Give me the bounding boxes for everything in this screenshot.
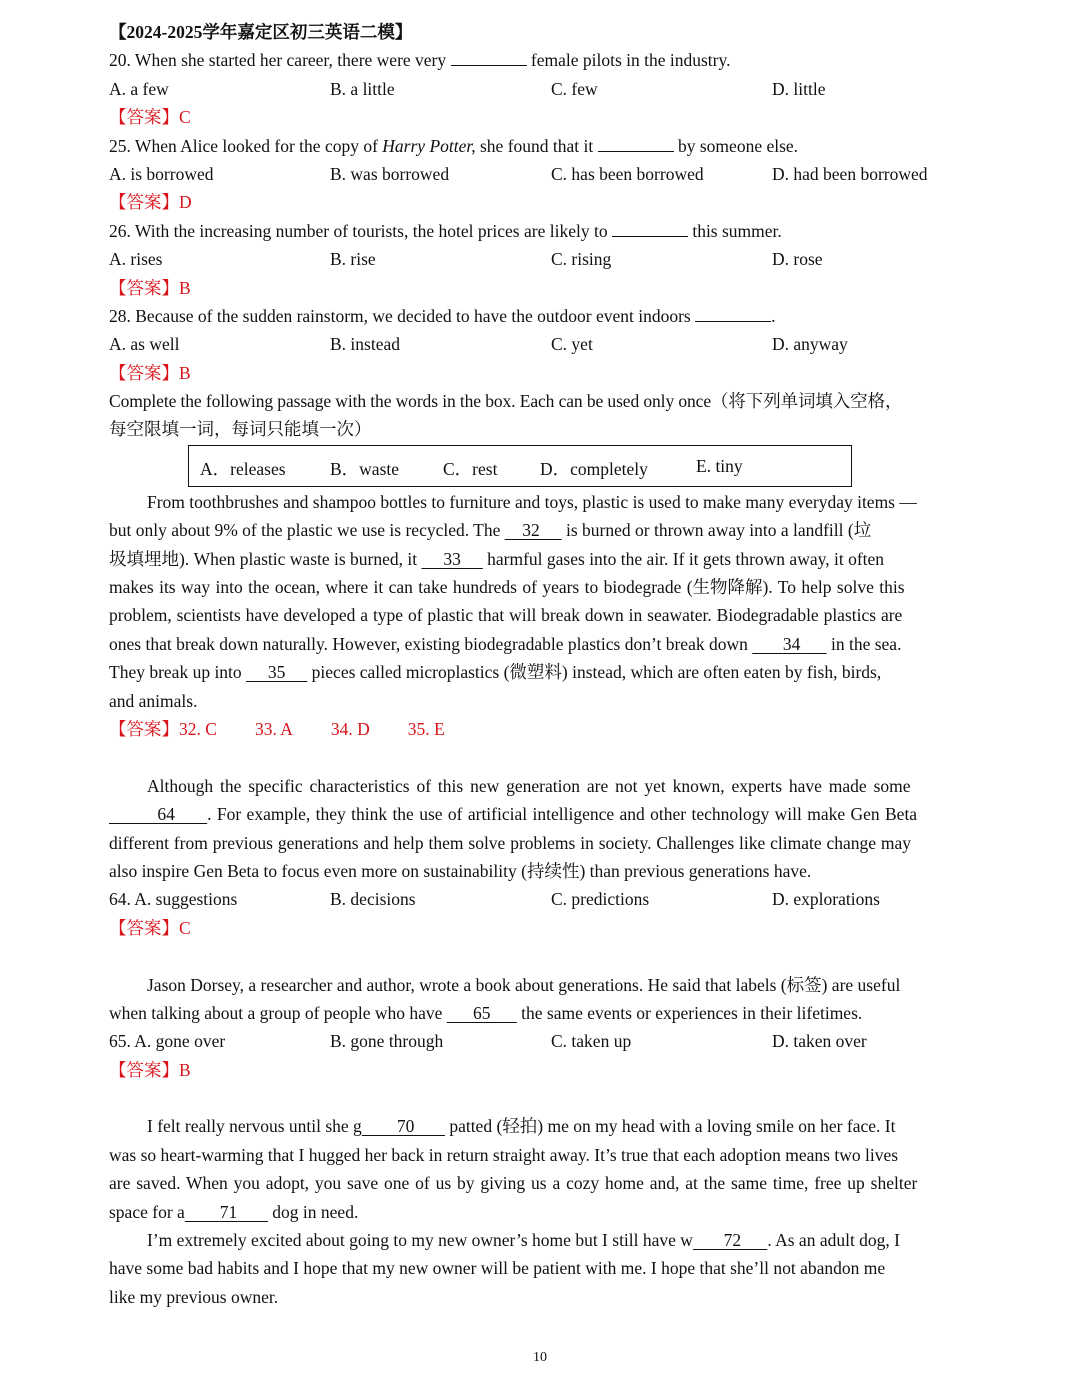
option: B. was borrowed: [330, 163, 450, 184]
answer-blank: [598, 133, 674, 152]
question-64-options: [109, 885, 989, 913]
answer-key: 【答案】C: [109, 917, 191, 938]
question-20-options: [109, 75, 989, 103]
option: C. rising: [551, 249, 612, 270]
option: D. taken over: [772, 1031, 867, 1052]
passage-line: Although the specific characteristics of this new generation are not yet known, experts have made some: [147, 775, 911, 796]
answer-key: 【答案】C: [109, 107, 191, 128]
option: D. little: [772, 78, 826, 99]
option: D. rose: [772, 249, 823, 270]
answer-key: 【答案】D: [109, 192, 192, 213]
answer-blank: ​ 64: [109, 804, 175, 825]
question-28-options: [109, 330, 989, 358]
answer-blank: ​ 34: [752, 633, 801, 654]
option: 64. A. suggestions: [109, 889, 238, 910]
word-option: E. tiny: [696, 455, 743, 476]
passage-line: also inspire Gen Beta to focus even more on sustainability (持续性) than previous generations have.: [109, 860, 812, 881]
answer-key-32-35: 【答案】32. C 33. A 34. D 35. E: [109, 718, 445, 739]
answer-blank: ​ 32: [504, 520, 540, 541]
option: D. explorations: [772, 889, 880, 910]
passage-3: [109, 971, 989, 1028]
document-page: [109, 18, 989, 1311]
passage-line: was so heart-warming that I hugged her back in return straight away. It’s true that each adoption means two lives: [109, 1144, 899, 1165]
passage-line: space for a​ 71 dog in need.: [109, 1201, 359, 1222]
passage-line: different from previous generations and help them solve problems in society. Challenges like climate change may: [109, 832, 912, 853]
exam-header: 【2024-2025学年嘉定区初三英语二模】: [109, 22, 413, 42]
answer-key: 【答案】B: [109, 362, 191, 383]
instructions-line-2: 每空限填一词，每词只能填一次）: [109, 419, 372, 440]
option: C. predictions: [551, 889, 650, 910]
question-20-stem: 20. When she started her career, there were very female pilots in the industry.: [109, 46, 989, 74]
answer-blank: ​ 33: [421, 548, 461, 569]
option: C. yet: [551, 334, 593, 355]
option: A. rises: [109, 249, 163, 270]
option: B. a little: [330, 78, 395, 99]
option: C. few: [551, 78, 598, 99]
passage-line: ​ 64 . For example, they think the use of artificial intelligence and other technology will make Gen Beta: [109, 804, 918, 825]
passage-line: when talking about a group of people who have ​ 65 the same events or experiences in their lifetimes.: [109, 1002, 863, 1023]
word-option: B．waste: [330, 458, 400, 479]
passage-4: [109, 1112, 989, 1311]
passage-line: 圾填埋地). When plastic waste is burned, it ​ 33 harmful gases into the air. If it gets thrown away, it often: [109, 548, 885, 569]
option: C. has been borrowed: [551, 163, 704, 184]
passage-line: and animals.: [109, 690, 198, 711]
option: A. as well: [109, 334, 180, 355]
option: 65. A. gone over: [109, 1031, 226, 1052]
passage-line: but only about 9% of the plastic we use is recycled. The ​ 32 is burned or thrown away into a landfill (垃: [109, 520, 872, 541]
option: D. anyway: [772, 334, 848, 355]
answer-blank: ​ 71: [184, 1201, 238, 1222]
question-28-stem: 28. Because of the sudden rainstorm, we decided to have the outdoor event indoors .: [109, 302, 989, 330]
question-26-stem: 26. With the increasing number of tourists, the hotel prices are likely to this summer.: [109, 217, 989, 245]
answer-key: 【答案】B: [109, 1059, 191, 1080]
answer-blank: [695, 303, 771, 322]
instructions-line-1: Complete the following passage with the words in the box. Each can be used only once（将下列单词填入空格，: [109, 391, 903, 412]
passage-1: [109, 488, 989, 715]
word-option: A．releases: [200, 458, 286, 479]
option: C. taken up: [551, 1031, 632, 1052]
passage-line: They break up into ​ 35 pieces called microplastics (微塑料) instead, which are often eaten by fish, birds,: [109, 662, 882, 683]
passage-line: Jason Dorsey, a researcher and author, wrote a book about generations. He said that labels (标签) are useful: [147, 974, 901, 995]
passage-line: From toothbrushes and shampoo bottles to furniture and toys, plastic is used to make many everyday items —: [147, 491, 917, 512]
answer-blank: ​ 35: [246, 662, 286, 683]
passage-line: have some bad habits and I hope that my new owner will be patient with me. I hope that she’ll not abandon me: [109, 1258, 886, 1279]
passage-line: ones that break down naturally. However, existing biodegradable plastics don’t break down ​ 34 in the sea.: [109, 633, 902, 654]
book-title: Harry Potter,: [382, 135, 476, 156]
passage-2: [109, 772, 989, 886]
passage-line: are saved. When you adopt, you save one of us by giving us a cozy home and, at the same time, free up shelter: [109, 1173, 918, 1194]
question-25-options: [109, 160, 989, 188]
answer-blank: [612, 218, 688, 237]
option: B. decisions: [330, 889, 416, 910]
answer-blank: [451, 47, 527, 66]
option: B. gone through: [330, 1031, 444, 1052]
question-25-stem: 25. When Alice looked for the copy of Harry Potter, she found that it by someone else.: [109, 132, 989, 160]
passage-line: makes its way into the ocean, where it can take hundreds of years to biodegrade (生物降解). To help solve this: [109, 577, 905, 598]
answer-blank: ​ 70: [361, 1116, 415, 1137]
word-box: [188, 445, 852, 487]
passage-line: I’m extremely excited about going to my new owner’s home but I still have w​ 72 . As an adult dog, I: [147, 1230, 901, 1251]
word-option: C．rest: [443, 458, 498, 479]
passage-line: problem, scientists have developed a type of plastic that will break down in seawater. Biodegradable plastics are: [109, 605, 903, 626]
question-65-options: [109, 1027, 989, 1055]
option: A. is borrowed: [109, 163, 214, 184]
passage-line: I felt really nervous until she g​ 70 patted (轻拍) me on my head with a loving smile on her face. It: [147, 1116, 896, 1137]
word-option: D．completely: [540, 458, 648, 479]
option: B. instead: [330, 334, 400, 355]
answer-blank: ​ 72: [692, 1230, 742, 1251]
option: A. a few: [109, 78, 169, 99]
passage-line: like my previous owner.: [109, 1286, 279, 1307]
answer-blank: ​ 65: [446, 1002, 491, 1023]
answer-key: 【答案】B: [109, 277, 191, 298]
option: B. rise: [330, 249, 376, 270]
page-number: 10: [533, 1350, 547, 1365]
question-26-options: [109, 245, 989, 273]
option: D. had been borrowed: [772, 163, 928, 184]
